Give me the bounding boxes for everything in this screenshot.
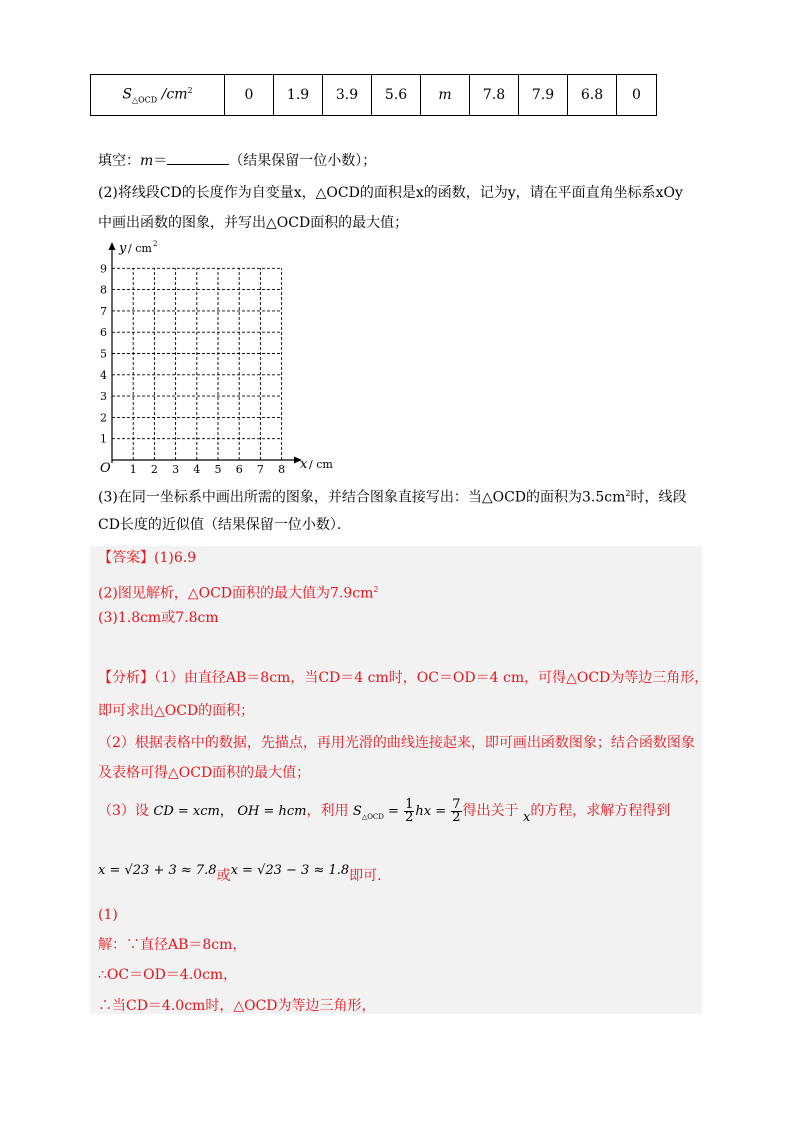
question-2-line-1: (2)将线段CD的长度作为自变量x，△OCD的面积是x的函数，记为y，请在平面直角坐标系xOy — [98, 185, 683, 201]
table-cell: 7.9 — [519, 75, 568, 116]
math-comma: ， — [219, 804, 233, 819]
analysis-tag: 【分析】 — [98, 670, 154, 686]
frac-num: 7 — [452, 796, 461, 812]
table-row — [91, 75, 657, 116]
math-root-plus: x = √23 + 3 ≈ 7.8 — [98, 863, 217, 878]
analysis-line-6 — [98, 860, 382, 884]
analysis-or: 或 — [216, 868, 231, 884]
grid-lines — [112, 268, 282, 460]
answer-line-3: (3)1.8cm或7.8cm — [98, 610, 219, 626]
label-sup: 2 — [187, 85, 193, 95]
y-tick-label: 3 — [100, 390, 107, 404]
x-tick-label: 7 — [256, 463, 264, 476]
x-tick-label: 5 — [214, 463, 222, 476]
table-cell: 5.6 — [372, 75, 421, 116]
y-tick-label: 8 — [100, 283, 107, 297]
fill-eq: ＝ — [153, 153, 168, 169]
answer-line-2 — [98, 580, 379, 604]
q3-sup: 2 — [625, 489, 631, 498]
table-cell: 7.8 — [470, 75, 519, 116]
analysis-end: 即可. — [349, 868, 382, 884]
math-cd: CD = xcm — [153, 804, 220, 819]
frac-num: 1 — [405, 796, 414, 812]
label-sub: △OCD — [131, 95, 158, 105]
label-unit: /cm — [157, 86, 188, 103]
data-table — [90, 74, 657, 116]
math-root-minus: x = √23 − 3 ≈ 1.8 — [230, 863, 350, 878]
y-tick-label: 5 — [100, 347, 107, 361]
analysis-p3-use: ，利用 — [306, 803, 349, 819]
analysis-line-5 — [98, 796, 670, 832]
x-tick-labels — [130, 463, 285, 476]
analysis-line-3: （2）根据表格中的数据，先描点，再用光滑的曲线连接起来，即可画出函数图象；结合函数图象 — [98, 735, 695, 751]
y-axis-unit-sup: 2 — [153, 240, 158, 248]
y-tick-label: 9 — [100, 262, 107, 276]
y-axis-arrow-icon — [109, 242, 116, 250]
question-3-line-1 — [98, 484, 687, 508]
x-tick-label: 6 — [235, 463, 243, 476]
fill-prefix: 填空： — [98, 153, 140, 169]
analysis-p3-end: 的方程，求解方程得到 — [530, 803, 671, 819]
analysis-p3-start: （3）设 — [98, 803, 149, 819]
q3-text: (3)在同一坐标系中画出所需的图象，并结合图象直接写出：当△OCD的面积为3.5cm — [98, 489, 626, 506]
y-tick-label: 4 — [100, 368, 107, 382]
math-fraction-half — [404, 796, 414, 825]
fill-suffix: （结果保留一位小数）； — [229, 153, 377, 169]
origin-label: O — [100, 461, 111, 476]
x-tick-label: 4 — [193, 463, 201, 476]
y-tick-label: 7 — [100, 304, 107, 318]
y-tick-label: 6 — [100, 326, 107, 340]
fill-blank-line — [98, 150, 376, 171]
solution-line-1: 解：∵直径AB＝8cm， — [98, 937, 247, 953]
y-tick-labels — [100, 262, 107, 445]
analysis-p3-mid: 得出关于 — [462, 803, 519, 819]
answer-2-sup: 2 — [373, 585, 379, 594]
table-cell: 6.8 — [568, 75, 617, 116]
table-cell: 1.9 — [274, 75, 323, 116]
analysis-line-2: 即可求出△OCD的面积； — [98, 703, 255, 719]
label-s: S — [122, 86, 132, 103]
math-eq: = — [383, 804, 404, 819]
answer-2: (2)图见解析，△OCD面积的最大值为7.9cm — [98, 585, 374, 602]
solution-line-3: ∴当CD＝4.0cm时，△OCD为等边三角形， — [98, 998, 376, 1014]
table-cell: m — [421, 75, 470, 116]
math-fraction-seven-half — [451, 796, 461, 825]
x-tick-label: 1 — [129, 463, 137, 476]
solution-line-2: ∴OC＝OD＝4.0cm， — [98, 967, 238, 983]
table-row-label — [91, 75, 225, 116]
x-tick-label: 2 — [150, 463, 158, 476]
coordinate-grid — [92, 238, 352, 478]
frac-den: 2 — [452, 809, 461, 825]
fill-var: m — [140, 153, 154, 169]
analysis-p1: （1）由直径AB＝8cm，当CD＝4 cm时，OC＝OD＝4 cm，可得△OCD为等边三角形， — [154, 670, 709, 686]
solution-line-0: (1) — [98, 907, 118, 923]
y-axis-unit: / cm — [128, 242, 152, 255]
answer-1: (1)6.9 — [154, 550, 197, 566]
frac-den: 2 — [405, 809, 414, 825]
answer-tag: 【答案】 — [98, 550, 154, 566]
table-cell: 3.9 — [323, 75, 372, 116]
math-oh: OH = hcm — [237, 804, 307, 819]
question-2-line-2: 中画出函数的图象，并写出△OCD面积的最大值； — [98, 215, 409, 231]
math-s: S — [352, 804, 362, 819]
y-tick-label: 2 — [100, 411, 107, 425]
y-axis-label: y — [119, 241, 127, 256]
math-hx: hx = — [415, 804, 451, 819]
math-x: x — [522, 810, 531, 825]
analysis-line-1 — [98, 668, 708, 688]
y-tick-label: 1 — [100, 432, 107, 446]
answer-blank[interactable] — [167, 150, 229, 165]
answer-line-1 — [98, 548, 196, 568]
x-tick-label: 3 — [172, 463, 180, 476]
q3-end: 时，线段 — [630, 489, 687, 506]
table-cell: 0 — [617, 75, 657, 116]
table-cell: 0 — [225, 75, 274, 116]
question-3-line-2: CD长度的近似值（结果保留一位小数）． — [98, 517, 351, 533]
x-axis-label: x — [300, 457, 308, 472]
x-tick-label: 8 — [278, 463, 286, 476]
x-axis-unit: / cm — [309, 458, 333, 471]
analysis-line-4: 及表格可得△OCD面积的最大值； — [98, 765, 311, 781]
math-s-sub: △OCD — [361, 812, 384, 821]
